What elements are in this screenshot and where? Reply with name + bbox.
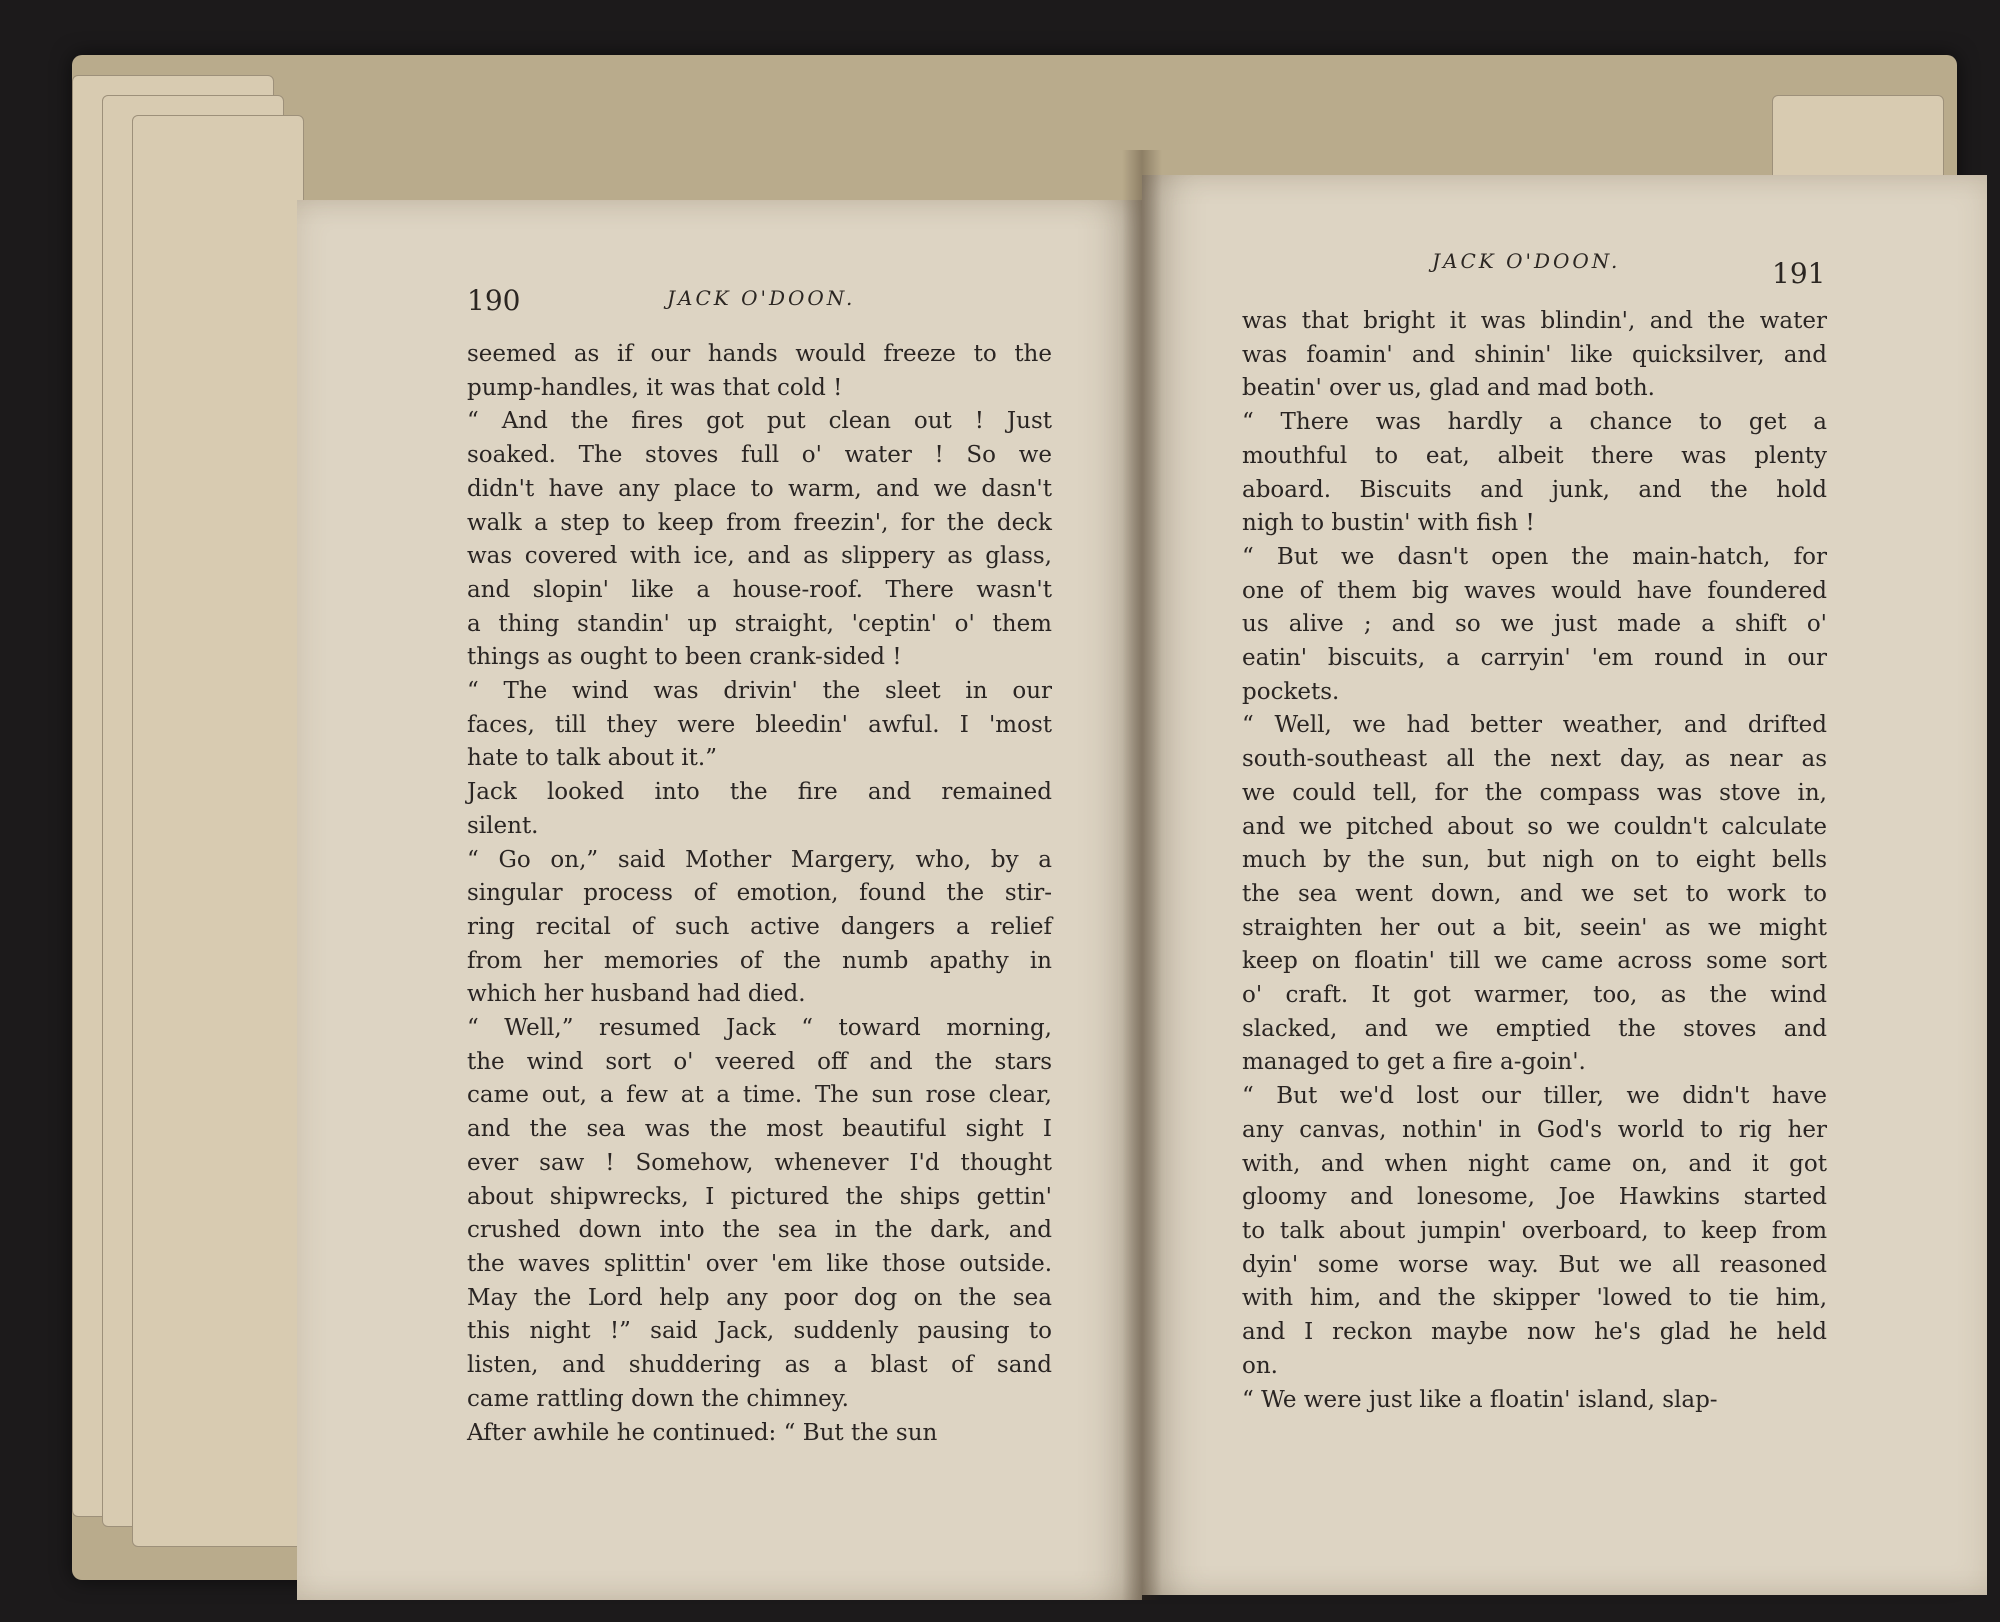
right-running-head: JACK O'DOON.: [1432, 249, 1621, 273]
left-page: [297, 200, 1142, 1600]
text-line: with him, and the skipper 'lowed to tie him,: [1242, 1285, 1827, 1312]
text-line: was that bright it was blindin', and the water: [1242, 308, 1827, 334]
text-line: “ We were just like a floatin' island, slap-: [1242, 1386, 1718, 1413]
text-line: aboard. Biscuits and junk, and the hold: [1242, 476, 1827, 503]
text-line: soaked. The stoves full o' water ! So we: [467, 442, 1052, 469]
text-line: one of them big waves would have foundered: [1242, 577, 1827, 604]
text-line: didn't have any place to warm, and we dasn't: [467, 475, 1052, 502]
text-line: “ And the fires got put clean out ! Just: [467, 408, 1052, 435]
text-line: silent.: [467, 812, 539, 839]
text-line: “ The wind was drivin' the sleet in our: [467, 678, 1052, 705]
text-line: seemed as if our hands would freeze to the: [467, 341, 1052, 367]
text-line: Jack looked into the fire and remained: [467, 779, 1052, 806]
text-line: the waves splittin' over 'em like those outside.: [467, 1250, 1052, 1277]
right-page-header: [1142, 249, 1987, 299]
text-line: crushed down into the sea in the dark, and: [467, 1217, 1052, 1244]
text-line: After awhile he continued: “ But the sun: [467, 1419, 938, 1446]
text-line: which her husband had died.: [467, 981, 806, 1008]
right-page-text: [1242, 305, 1827, 1417]
text-line: “ Well,” resumed Jack “ toward morning,: [467, 1015, 1052, 1042]
text-line: singular process of emotion, found the stir-: [467, 880, 1052, 907]
text-line: faces, till they were bleedin' awful. I 'most: [467, 711, 1052, 738]
text-line: gloomy and lonesome, Joe Hawkins started: [1242, 1184, 1827, 1211]
text-line: listen, and shuddering as a blast of sand: [467, 1352, 1052, 1379]
text-line: o' craft. It got warmer, too, as the wind: [1242, 982, 1827, 1009]
text-line: any canvas, nothin' in God's world to rig her: [1242, 1116, 1827, 1143]
text-line: slacked, and we emptied the stoves and: [1242, 1015, 1827, 1042]
right-page-number: 191: [1772, 257, 1826, 290]
text-line: we could tell, for the compass was stove in,: [1242, 779, 1827, 806]
text-line: managed to get a fire a-goin'.: [1242, 1049, 1586, 1076]
text-line: things as ought to been crank-sided !: [467, 644, 902, 671]
left-running-head: JACK O'DOON.: [667, 286, 856, 310]
text-line: on.: [1242, 1352, 1278, 1379]
text-line: beatin' over us, glad and mad both.: [1242, 375, 1655, 402]
text-line: dyin' some worse way. But we all reasoned: [1242, 1251, 1827, 1278]
text-line: came out, a few at a time. The sun rose clear,: [467, 1082, 1052, 1109]
text-line: and I reckon maybe now he's glad he held: [1242, 1319, 1827, 1346]
text-line: “ There was hardly a chance to get a: [1242, 409, 1827, 436]
text-line: was covered with ice, and as slippery as glass,: [467, 543, 1052, 570]
text-line: about shipwrecks, I pictured the ships gettin': [467, 1183, 1052, 1210]
text-line: walk a step to keep from freezin', for the deck: [467, 509, 1052, 536]
text-line: came rattling down the chimney.: [467, 1385, 849, 1412]
text-line: eatin' biscuits, a carryin' 'em round in our: [1242, 645, 1827, 672]
left-page-header: [297, 284, 1142, 324]
text-line: keep on floatin' till we came across some sort: [1242, 948, 1827, 975]
text-line: a thing standin' up straight, 'ceptin' o' them: [467, 610, 1052, 637]
text-line: this night !” said Jack, suddenly pausing to: [467, 1318, 1052, 1345]
text-line: and the sea was the most beautiful sight I: [467, 1116, 1052, 1143]
text-line: pump-handles, it was that cold !: [467, 374, 843, 401]
text-line: “ Go on,” said Mother Margery, who, by a: [467, 846, 1052, 873]
text-line: with, and when night came on, and it got: [1242, 1150, 1827, 1177]
text-line: ever saw ! Somehow, whenever I'd thought: [467, 1149, 1052, 1176]
text-line: the sea went down, and we set to work to: [1242, 880, 1827, 907]
text-line: “ But we'd lost our tiller, we didn't have: [1242, 1083, 1827, 1110]
text-line: mouthful to eat, albeit there was plenty: [1242, 442, 1827, 469]
text-line: south-southeast all the next day, as near as: [1242, 746, 1827, 773]
text-line: to talk about jumpin' overboard, to keep from: [1242, 1217, 1827, 1244]
text-line: pockets.: [1242, 678, 1340, 705]
text-line: from her memories of the numb apathy in: [467, 947, 1052, 974]
text-line: us alive ; and so we just made a shift o': [1242, 611, 1827, 638]
left-page-text: [467, 338, 1052, 1450]
page-edges-left-inner-2: [132, 115, 304, 1547]
book-gutter: [1122, 150, 1162, 1600]
text-line: and slopin' like a house-roof. There wasn't: [467, 576, 1052, 603]
text-line: “ Well, we had better weather, and drifted: [1242, 712, 1827, 739]
text-line: and we pitched about so we couldn't calculate: [1242, 813, 1827, 840]
left-page-number: 190: [467, 284, 521, 317]
text-line: ring recital of such active dangers a relief: [467, 913, 1052, 940]
text-line: hate to talk about it.”: [467, 745, 717, 772]
text-line: May the Lord help any poor dog on the sea: [467, 1284, 1052, 1311]
text-line: was foamin' and shinin' like quicksilver, and: [1242, 341, 1827, 368]
text-line: the wind sort o' veered off and the stars: [467, 1048, 1052, 1075]
text-line: nigh to bustin' with fish !: [1242, 510, 1535, 537]
text-line: straighten her out a bit, seein' as we might: [1242, 914, 1827, 941]
open-book: [72, 55, 1957, 1580]
text-line: much by the sun, but nigh on to eight bells: [1242, 847, 1827, 874]
text-line: “ But we dasn't open the main-hatch, for: [1242, 543, 1827, 570]
right-page: [1142, 175, 1987, 1595]
